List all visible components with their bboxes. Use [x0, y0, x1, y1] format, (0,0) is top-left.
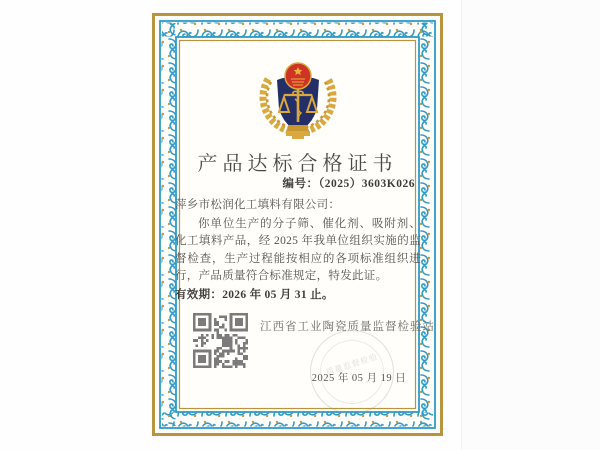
certificate-title: 产品达标合格证书 [197, 153, 398, 175]
issue-date: 2025 年 05 月 19 日 [311, 373, 407, 384]
certificate-body: 你单位生产的分子筛、催化剂、吸附剂、化工填料产品，经 2025 年我单位组织实施的监督检查，生产过程能按相应的各项标准组织进行，产品质量符合标准规定，特发此证。 [175, 217, 421, 282]
validity-line: 有效期：2026 年 05 月 31 止。 [175, 289, 334, 301]
recipient-company: 萍乡市松润化工填料有限公司： [175, 199, 341, 211]
photo-right-shade [462, 0, 600, 450]
certificate-text-block [175, 197, 421, 286]
certificate [152, 13, 443, 436]
quality-supervision-badge-icon [253, 59, 343, 145]
qr-code [193, 313, 248, 368]
issuer-name: 江西省工业陶瓷质量监督检验站 [260, 321, 435, 333]
certificate-number: 编号：（2025）3603K026 [282, 178, 415, 190]
stamp-text: 质量监督检验 [324, 351, 380, 378]
photo-edge-line [461, 0, 462, 450]
